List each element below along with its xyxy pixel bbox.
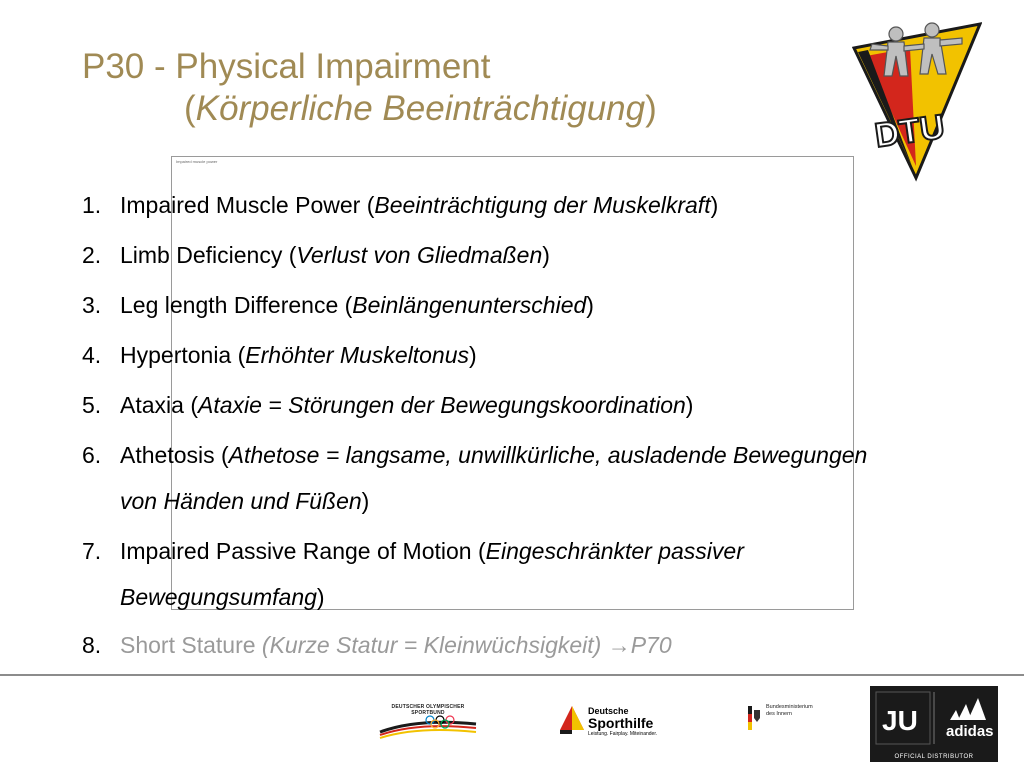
list-item: 2. Limb Deficiency (Verlust von Gliedmaßen) <box>82 242 550 268</box>
page-title: P30 - Physical Impairment <box>82 47 491 86</box>
ju-logo-text: JU <box>882 705 918 736</box>
distributor-label: OFFICIAL DISTRIBUTOR <box>894 754 974 760</box>
sponsor-footer <box>0 676 1024 768</box>
slide-title-block <box>82 46 802 130</box>
page-subtitle: (Körperliche Beeinträchtigung) <box>184 89 657 128</box>
frame-caption: Impaired muscle power <box>176 159 218 164</box>
dosb-logo: DEUTSCHER OLYMPISCHER SPORTBUND <box>378 704 478 740</box>
dtu-logo <box>852 16 982 182</box>
dtu-logo-text: DTU <box>872 107 947 156</box>
impairment-list <box>82 182 882 668</box>
arrow-right-icon: → <box>607 632 631 658</box>
list-item: 7. Impaired Passive Range of Motion (Eingeschränkter passiver Bewegungsumfang) <box>82 538 744 610</box>
bmi-logo: Bundesministerium des Innern <box>746 702 826 742</box>
distributor-logo <box>870 686 998 762</box>
list-item-muted: 8. Short Stature (Kurze Statur = Kleinwüchsigkeit) →P70 <box>82 632 672 658</box>
list-item: 3. Leg length Difference (Beinlängenunterschied) <box>82 292 594 318</box>
list-item: 5. Ataxia (Ataxie = Störungen der Bewegungskoordination) <box>82 392 694 418</box>
adidas-logo-text: adidas <box>946 723 994 740</box>
list-item: 6. Athetosis (Athetose = langsame, unwillkürliche, ausladende Bewegungen von Händen und Füßen) <box>82 442 868 514</box>
list-item: 1. Impaired Muscle Power (Beeinträchtigung der Muskelkraft) <box>82 192 719 218</box>
list-item: 4. Hypertonia (Erhöhter Muskeltonus) <box>82 342 477 368</box>
sporthilfe-logo: Deutsche Sporthilfe Leistung. Fairplay. Miteinander. <box>558 702 668 742</box>
